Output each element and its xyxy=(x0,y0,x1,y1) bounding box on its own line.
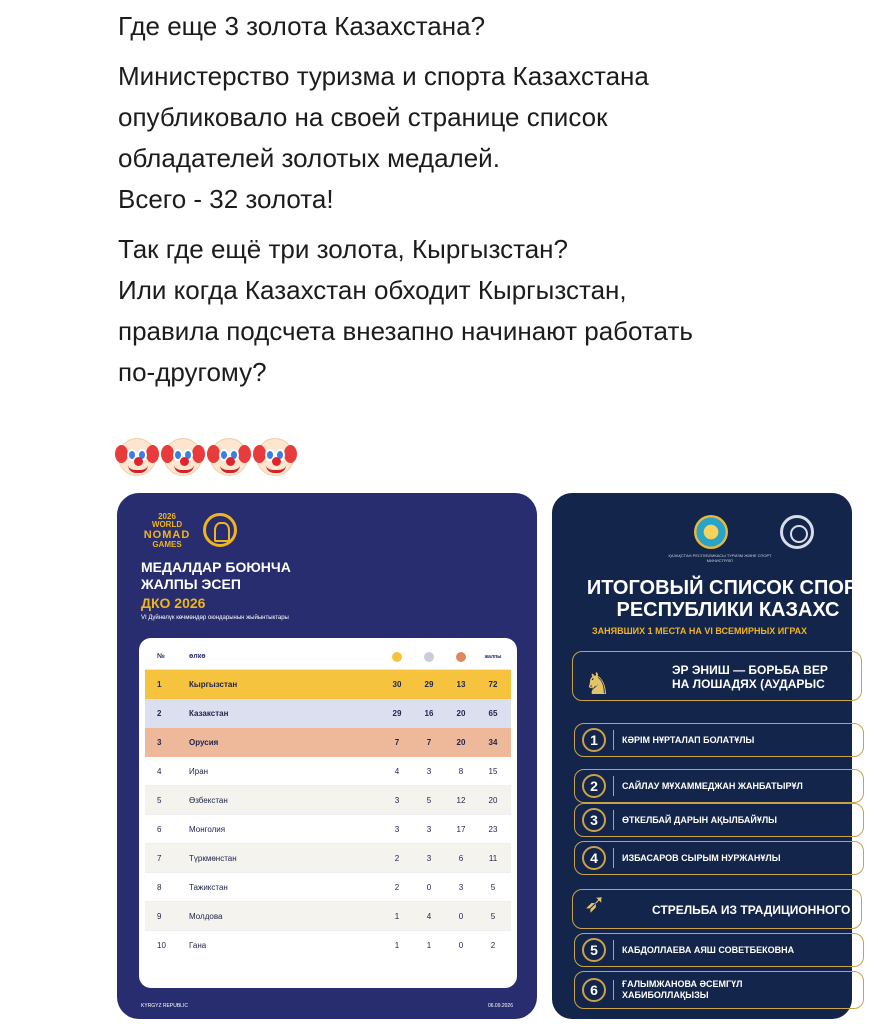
medal-table-image[interactable] xyxy=(117,493,537,1019)
bronze-medal-icon xyxy=(456,652,466,662)
clown-face-icon xyxy=(210,438,248,476)
nomad-emblem-icon xyxy=(203,513,237,547)
post-line: Всего - 32 золота! xyxy=(118,184,334,214)
medal-table xyxy=(139,638,517,988)
medal-table-title: МЕДАЛДАР БОЮНЧА ЖАЛПЫ ЭСЕП xyxy=(141,559,291,592)
athlete-item: 1 КӘРІМ НҰРТАЛАП БОЛАТҰЛЫ xyxy=(574,723,864,757)
post-text xyxy=(118,6,830,393)
ministry-logo-icon xyxy=(780,515,814,549)
section-title: СТРЕЛЬБА ИЗ ТРАДИЦИОННОГО xyxy=(652,903,851,917)
post-line: правила подсчета внезапно начинают работать xyxy=(118,316,693,346)
athletes-list-title: ИТОГОВЫЙ СПИСОК СПОРТ РЕСПУБЛИКИ КАЗАХС xyxy=(586,577,870,621)
section-title: ЭР ЭНИШ — БОРЬБА ВЕР НА ЛОШАДЯХ (АУДАРЫС xyxy=(672,663,828,691)
clown-face-icon xyxy=(256,438,294,476)
emoji-row xyxy=(118,438,294,476)
bow-arrow-icon: ➶ xyxy=(584,888,606,918)
ministry-caption: ҚАЗАҚСТАН РЕСПУБЛИКАСЫ ТУРИЗМ ЖӘНЕ СПОРТ МИНИСТРЛІГІ xyxy=(668,553,772,563)
table-row: 1 Кыргызстан 30 29 13 72 xyxy=(145,670,511,699)
horse-rider-icon: ♞ xyxy=(584,668,611,701)
clown-face-icon xyxy=(118,438,156,476)
silver-medal-icon xyxy=(424,652,434,662)
table-row: 9 Молдова 1 4 0 5 xyxy=(145,902,511,931)
post-line: по-другому? xyxy=(118,357,267,387)
clown-face-icon xyxy=(164,438,202,476)
post-line: обладателей золотых медалей. xyxy=(118,143,500,173)
post-line: Так где ещё три золота, Кыргызстан? xyxy=(118,234,568,264)
post-line: Министерство туризма и спорта Казахстана xyxy=(118,61,649,91)
table-header: № өлкө жалпы xyxy=(145,644,511,670)
medal-table-year: ДКО 2026 xyxy=(141,595,206,611)
post-line: Или когда Казахстан обходит Кыргызстан, xyxy=(118,275,627,305)
table-row: 10 Гана 1 1 0 2 xyxy=(157,941,496,950)
world-nomad-games-logo: 2026 WORLD NOMAD GAMES xyxy=(143,512,191,549)
table-row: 2 Казакстан 29 16 20 65 xyxy=(145,699,511,728)
table-row: 3 Орусия 7 7 20 34 xyxy=(145,728,511,757)
gold-medal-icon xyxy=(392,652,402,662)
table-row: 7 Түркмөнстан 2 3 6 11 xyxy=(145,844,511,873)
footer-date: 06.09.2026 xyxy=(487,1003,513,1009)
athlete-item: 2 САЙЛАУ МҰХАММЕДЖАН ЖАНБАТЫРҰЛ xyxy=(574,769,864,803)
athlete-item: 5 КАБДОЛЛАЕВА АЯШ СОВЕТБЕКОВНА xyxy=(574,933,864,967)
athlete-item: 3 ӨТКЕЛБАЙ ДАРЫН АҚЫЛБАЙҰЛЫ xyxy=(574,803,864,837)
footer-country: KYRGYZ REPUBLIC xyxy=(141,1003,188,1009)
athlete-item: 6 ҒАЛЫМЖАНОВА ӘСЕМГҮЛ ХАБИБОЛЛАҚЫЗЫ xyxy=(574,971,864,1009)
table-row: 4 Иран 4 3 8 15 xyxy=(145,757,511,786)
athletes-list-subtitle: ЗАНЯВШИХ 1 МЕСТА НА VI ВСЕМИРНЫХ ИГРАХ xyxy=(592,626,808,636)
table-row: 8 Тажикстан 2 0 3 5 xyxy=(145,873,511,902)
athletes-list-image[interactable] xyxy=(552,493,870,1019)
kazakhstan-emblem-icon xyxy=(694,515,728,549)
table-row: 6 Монголия 3 3 17 23 xyxy=(145,815,511,844)
medal-table-subtitle: VI Дүйнөлүк көчмөндөр оюндарынын жыйынтыктары xyxy=(141,615,289,621)
post-heading: Где еще 3 золота Казахстана? xyxy=(118,11,486,41)
athlete-item: 4 ИЗБАСАРОВ СЫРЫМ НУРЖАНҰЛЫ xyxy=(574,841,864,875)
table-row: 5 Өзбекстан 3 5 12 20 xyxy=(145,786,511,815)
post-line: опубликовало на своей странице список xyxy=(118,102,608,132)
